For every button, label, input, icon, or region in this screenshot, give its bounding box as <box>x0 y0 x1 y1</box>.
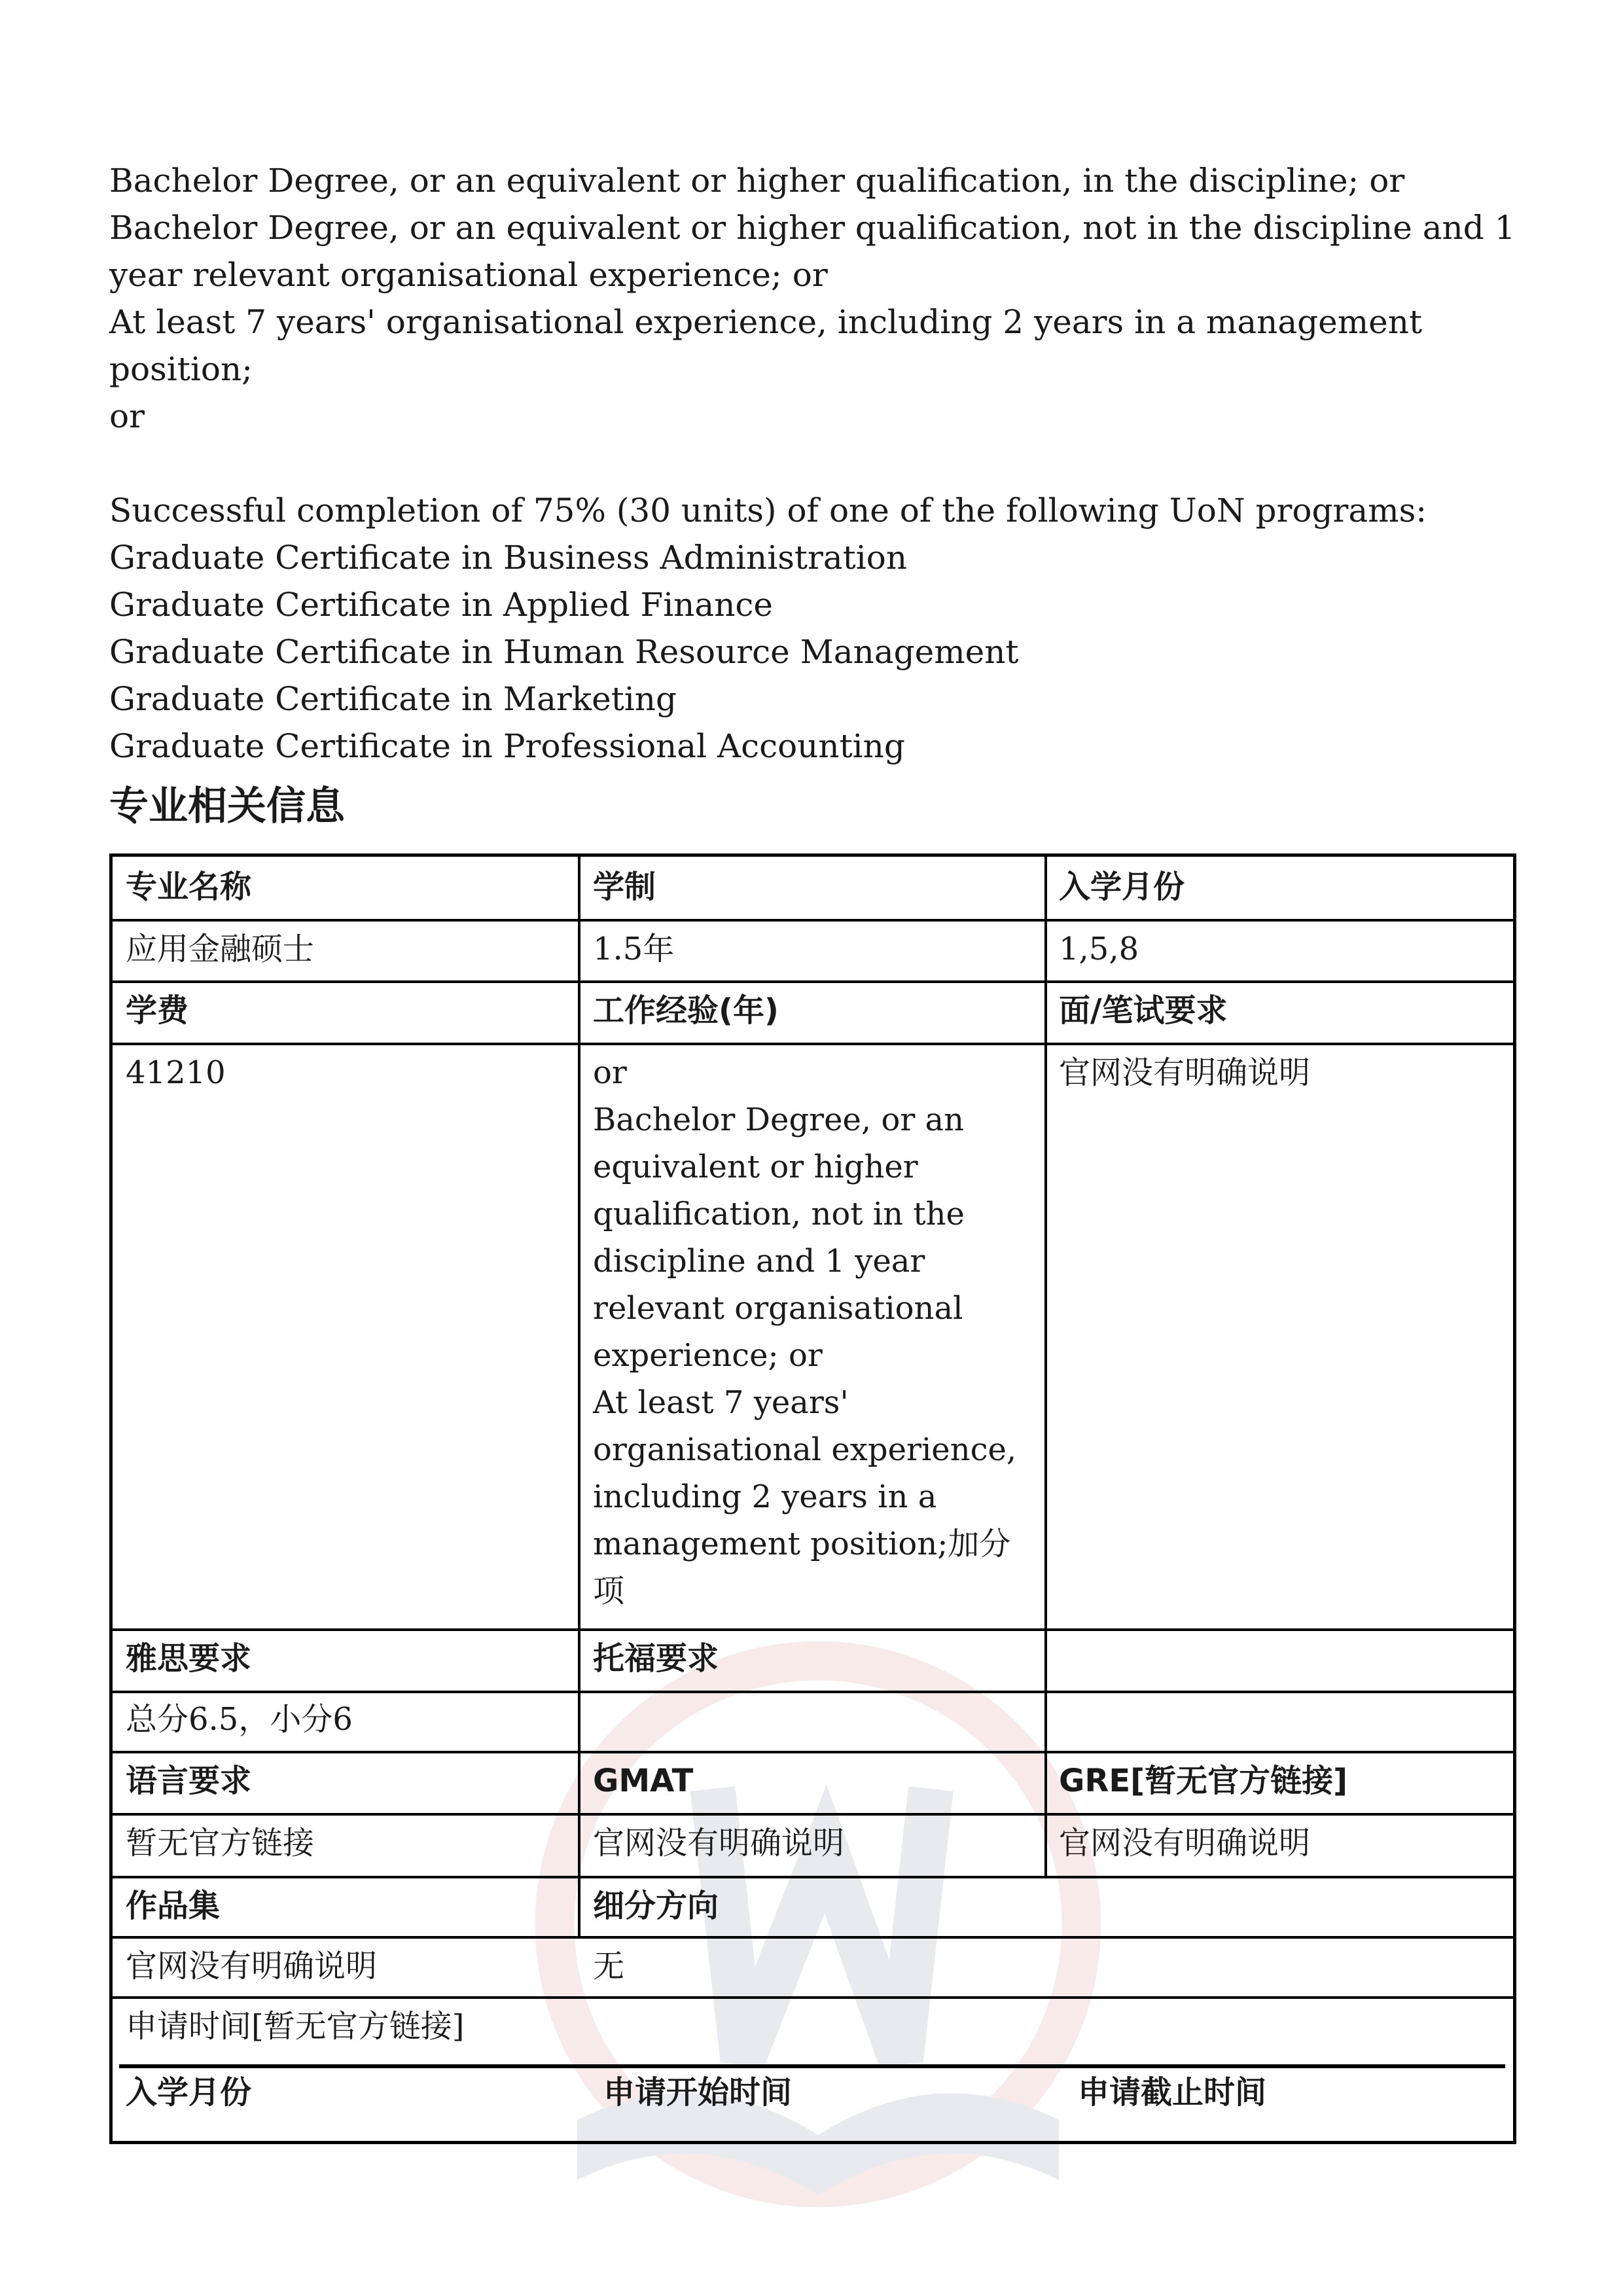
header-intake-month: 入学月份 <box>1059 869 1185 905</box>
gre-value: 官网没有明确说明 <box>1059 1825 1311 1861</box>
header-work-experience: 工作经验(年) <box>593 992 779 1029</box>
specialization-value: 无 <box>593 1948 625 1984</box>
work-experience-value: or Bachelor Degree, or an equivalent or higher qualification, not in the discipline and 1 year relevant organisational experience; or At least 7 years' organisational experience, including 2 years in a management position;加分 项 <box>593 1054 1017 1609</box>
header-language: 语言要求 <box>126 1763 252 1799</box>
section-title: 专业相关信息 <box>109 783 345 829</box>
interview-requirement-value: 官网没有明确说明 <box>1059 1054 1311 1091</box>
program-info-table <box>109 853 1516 2144</box>
row-divider <box>113 1691 1513 1693</box>
row-divider <box>113 1628 1513 1631</box>
header-gre: GRE[暂无官方链接] <box>1059 1763 1348 1799</box>
program-item: Graduate Certificate in Applied Finance <box>109 586 773 624</box>
header-duration: 学制 <box>593 869 656 905</box>
row-divider <box>113 1936 1513 1939</box>
header-intake-month-2: 入学月份 <box>126 2074 252 2111</box>
program-item: Graduate Certificate in Professional Accounting <box>109 727 905 765</box>
duration-value: 1.5年 <box>593 931 675 967</box>
column-divider <box>1044 857 1047 1876</box>
intro-line: year relevant organisational experience; or <box>109 256 828 294</box>
header-underline <box>119 2064 1505 2068</box>
application-time-label: 申请时间[暂无官方链接] <box>126 2008 465 2045</box>
header-application-deadline: 申请截止时间 <box>1078 2074 1267 2111</box>
header-toefl: 托福要求 <box>593 1640 719 1677</box>
row-divider <box>113 980 1513 983</box>
row-divider <box>113 1043 1513 1045</box>
intro-line: At least 7 years' organisational experience, including 2 years in a management position; <box>109 303 1423 388</box>
intake-month-value: 1,5,8 <box>1059 931 1139 967</box>
tuition-value: 41210 <box>126 1054 226 1091</box>
header-gmat: GMAT <box>593 1763 694 1799</box>
header-specialization: 细分方向 <box>593 1888 719 1924</box>
gmat-value: 官网没有明确说明 <box>593 1825 845 1861</box>
header-tuition: 学费 <box>126 992 189 1029</box>
header-ielts: 雅思要求 <box>126 1640 252 1677</box>
row-divider <box>113 1813 1513 1816</box>
intro-line: Bachelor Degree, or an equivalent or higher qualification, in the discipline; or <box>109 162 1405 200</box>
program-item: Graduate Certificate in Business Administration <box>109 539 908 577</box>
program-item: Graduate Certificate in Human Resource Management <box>109 633 1019 671</box>
header-application-start: 申请开始时间 <box>603 2074 793 2111</box>
intro-text <box>109 157 1516 770</box>
program-item: Graduate Certificate in Marketing <box>109 680 677 718</box>
header-portfolio: 作品集 <box>126 1888 221 1924</box>
intro-line: Successful completion of 75% (30 units) of one of the following UoN programs: <box>109 492 1427 529</box>
column-divider <box>578 857 580 1936</box>
ielts-value: 总分6.5，小分6 <box>126 1701 353 1738</box>
header-program-name: 专业名称 <box>126 869 252 905</box>
row-divider <box>113 1876 1513 1878</box>
intro-line: or <box>109 397 145 435</box>
language-value: 暂无官方链接 <box>126 1825 315 1861</box>
header-interview-requirement: 面/笔试要求 <box>1059 992 1228 1029</box>
program-name: 应用金融硕士 <box>126 931 315 967</box>
intro-line: Bachelor Degree, or an equivalent or higher qualification, not in the discipline and 1 <box>109 209 1516 247</box>
row-divider <box>113 1996 1513 1999</box>
row-divider <box>113 1751 1513 1753</box>
row-divider <box>113 919 1513 922</box>
portfolio-value: 官网没有明确说明 <box>126 1948 378 1984</box>
